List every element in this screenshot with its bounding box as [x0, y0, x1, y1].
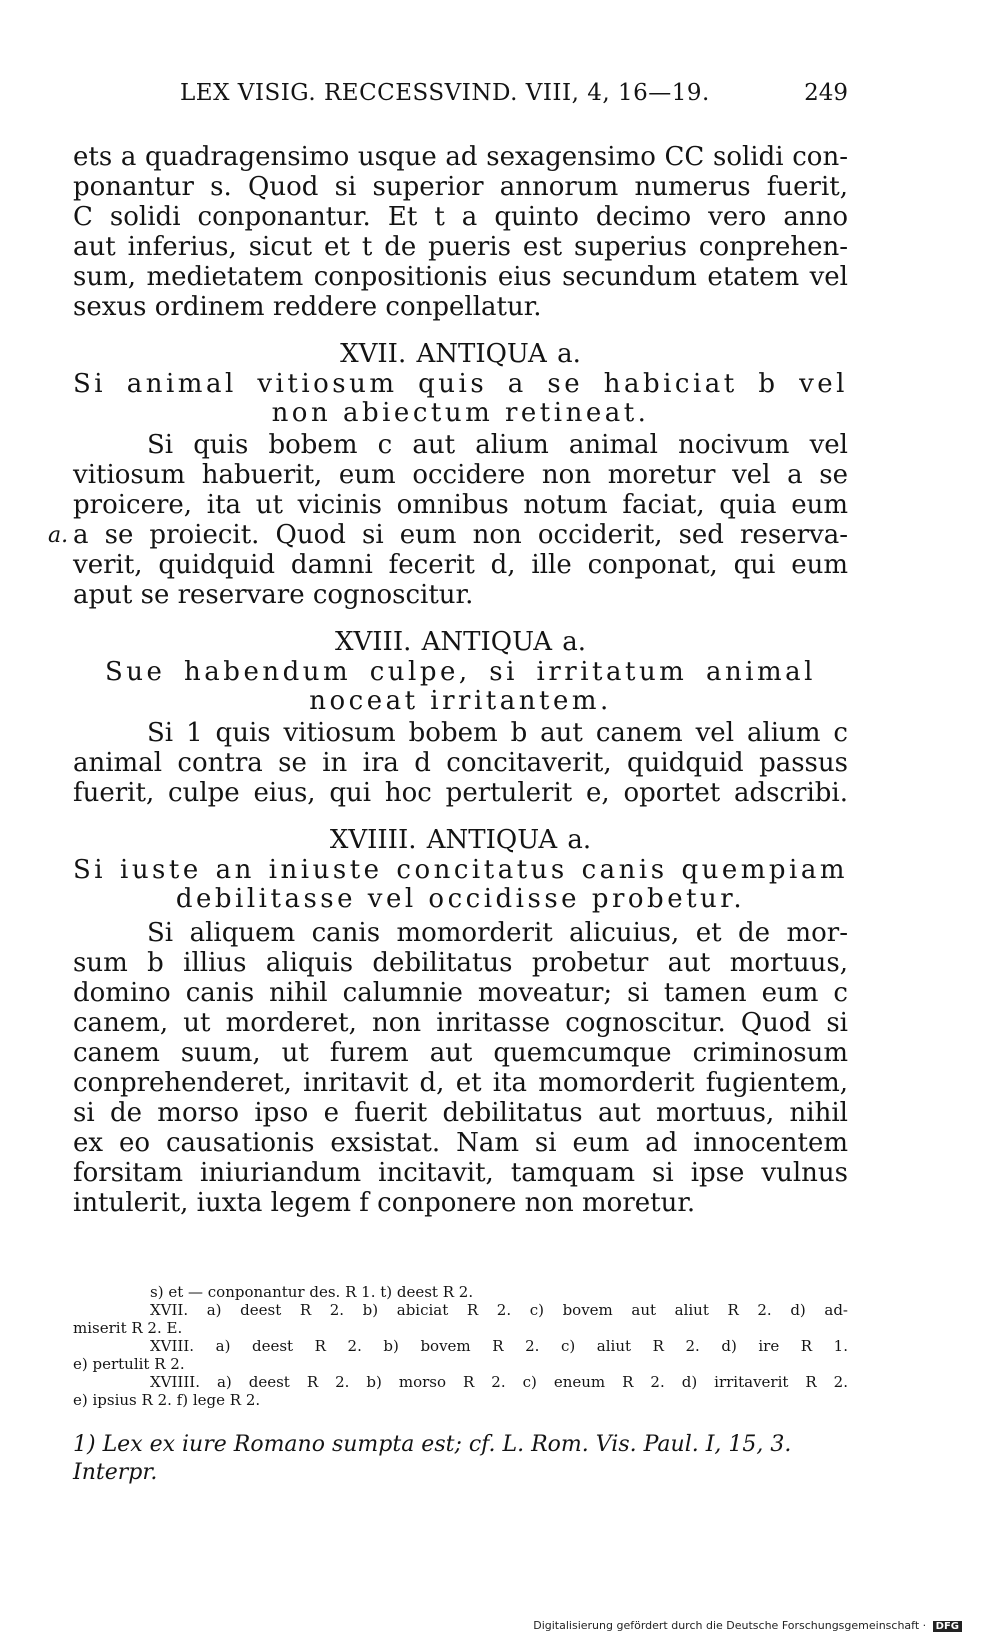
section-text-line: Si aliquem canis momorderit alicuius, et de mor- — [147, 918, 848, 948]
footnote-line: s) et — conponantur des. R 1. t) deest R 2. — [150, 1283, 474, 1301]
margin-mark: a. — [48, 523, 69, 548]
running-title: LEX VISIG. RECCESSVIND. VIII, 4, 16—19. — [180, 80, 710, 106]
section-text-line: si de morso ipso e fuerit debilitatus aut mortuus, nihil — [73, 1098, 848, 1128]
section-text-line: a se proiecit. Quod si eum non occiderit, sed reserva- — [73, 520, 848, 550]
digitization-credit — [533, 1619, 962, 1632]
dfg-logo: DFG — [933, 1621, 962, 1632]
body-line: aut inferius, sicut et t de pueris est superius conprehen- — [73, 232, 848, 262]
body-line: ets a quadragensimo usque ad sexagensimo CC solidi con- — [73, 142, 848, 172]
section-text-line: sum b illius aliquis debilitatus probetur aut mortuus, — [73, 948, 848, 978]
section-rubric-line: debilitasse vel occidisse probetur. — [175, 884, 746, 914]
section-rubric-line: Sue habendum culpe, si irritatum animal — [105, 657, 816, 687]
footnote-line: XVII. a) deest R 2. b) abiciat R 2. c) bovem aut aliut R 2. d) ad- — [150, 1301, 848, 1319]
section-text-line: domino canis nihil calumnie moveatur; si tamen eum c — [73, 978, 848, 1008]
section-text-line: vitiosum habuerit, eum occidere non moretur vel a se — [73, 460, 848, 490]
credit-text: Digitalisierung gefördert durch die Deutsche Forschungsgemeinschaft · — [533, 1619, 927, 1632]
footnote-line: XVIII. a) deest R 2. b) bovem R 2. c) aliut R 2. d) ire R 1. — [150, 1337, 848, 1355]
section-text-line: Si 1 quis vitiosum bobem b aut canem vel alium c — [147, 718, 848, 748]
footnote-line: e) pertulit R 2. — [73, 1355, 185, 1373]
section-text-line: forsitam iniuriandum incitavit, tamquam si ipse vulnus — [73, 1158, 848, 1188]
running-header — [180, 80, 848, 114]
body-line: C solidi conponantur. Et t a quinto decimo vero anno — [73, 202, 848, 232]
source-note-line: 1) Lex ex iure Romano sumpta est; cf. L. Rom. Vis. Paul. I, 15, 3. — [73, 1432, 792, 1457]
section-rubric-line: noceat irritantem. — [309, 686, 612, 716]
section-text-line: fuerit, culpe eius, qui hoc pertulerit e, oportet adscribi. — [73, 778, 848, 808]
body-line: ponantur s. Quod si superior annorum numerus fuerit, — [73, 172, 848, 202]
section-text-line: Si quis bobem c aut alium animal nocivum vel — [147, 430, 848, 460]
section-rubric-line: Si iuste an iniuste concitatus canis quempiam — [73, 855, 848, 885]
section-text-line: proicere, ita ut vicinis omnibus notum faciat, quia eum — [73, 490, 848, 520]
footnote-line: e) ipsius R 2. f) lege R 2. — [73, 1391, 261, 1409]
section-heading: XVIII. ANTIQUA a. — [335, 627, 586, 657]
section-text-line: aput se reservare cognoscitur. — [73, 580, 474, 610]
section-text-line: canem, ut morderet, non inritasse cognoscitur. Quod si — [73, 1008, 848, 1038]
section-text-line: canem suum, ut furem aut quemcumque criminosum — [73, 1038, 848, 1068]
section-text-line: verit, quidquid damni fecerit d, ille conponat, qui eum — [73, 550, 848, 580]
section-heading: XVII. ANTIQUA a. — [340, 339, 581, 369]
body-line: sum, medietatem conpositionis eius secundum etatem vel — [73, 262, 848, 292]
section-text-line: animal contra se in ira d concitaverit, quidquid passus — [73, 748, 848, 778]
footnote-line: XVIIII. a) deest R 2. b) morso R 2. c) eneum R 2. d) irritaverit R 2. — [150, 1373, 848, 1391]
page-number: 249 — [804, 80, 848, 106]
section-text-line: ex eo causationis exsistat. Nam si eum ad innocentem — [73, 1128, 848, 1158]
section-rubric-line: non abiectum retineat. — [271, 398, 650, 428]
section-text-line: intulerit, iuxta legem f conponere non moretur. — [73, 1188, 696, 1218]
section-rubric-line: Si animal vitiosum quis a se habiciat b vel — [73, 369, 848, 399]
section-heading: XVIIII. ANTIQUA a. — [329, 825, 592, 855]
body-line: sexus ordinem reddere conpellatur. — [73, 292, 542, 322]
section-text-line: conprehenderet, inritavit d, et ita momorderit fugientem, — [73, 1068, 848, 1098]
source-note-line: Interpr. — [73, 1460, 158, 1485]
footnote-line: miserit R 2. E. — [73, 1319, 183, 1337]
